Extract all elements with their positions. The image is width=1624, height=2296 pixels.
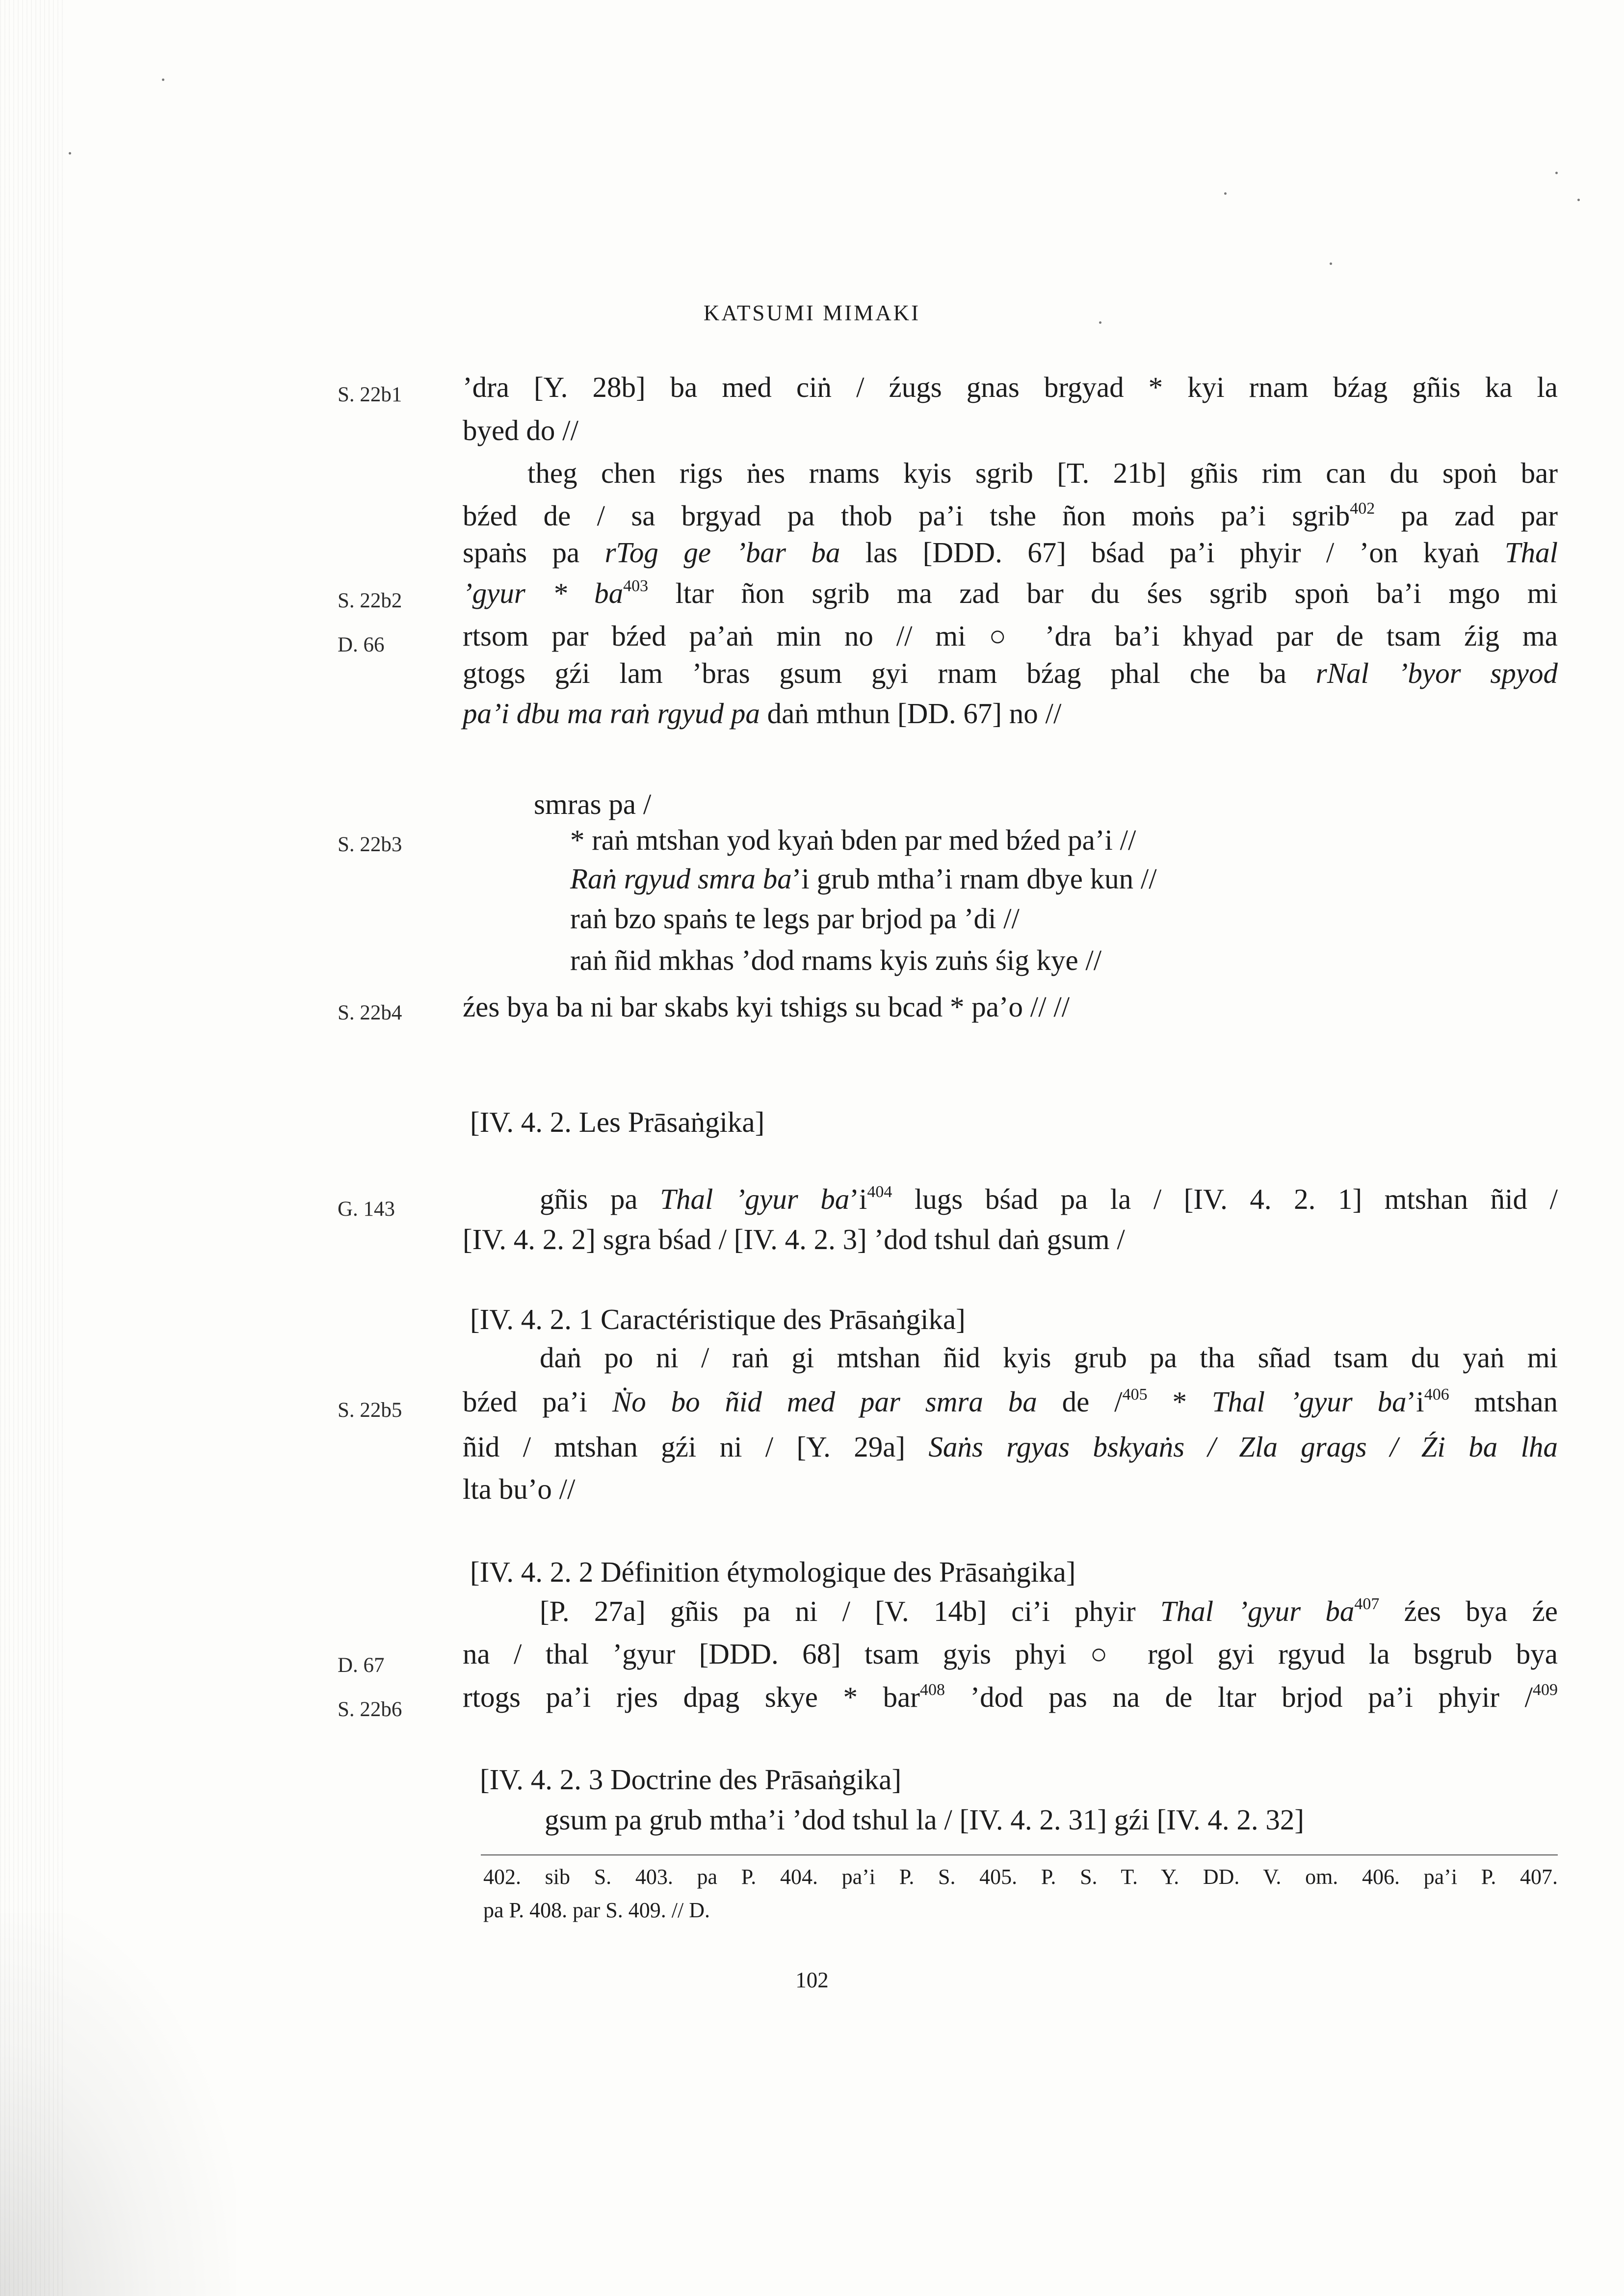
margin-ref: S. 22b3 [338, 833, 402, 856]
text-line: pa’i dbu ma raṅ rgyud pa daṅ mthun [DD. 67] no // [463, 697, 1062, 730]
text-line: rtogs pa’i rjes dpag skye * bar$^{408}$ ’dod pas na de ltar brjod pa’i phyir /$^{409}$ [463, 1681, 1558, 1713]
margin-ref: S. 22b2 [338, 589, 402, 612]
title-italic: rNal ’byor spyod [1315, 657, 1558, 689]
text-line: [P. 27a] gñis pa ni / [V. 14b] ci’i phyir Thal ’gyur $ba^{407}$ źes bya źe [540, 1595, 1558, 1627]
text-line: na / thal ’gyur [DDD. 68] tsam gyis phyi ○ rgol gyi rgyud la bsgrub bya [463, 1638, 1558, 1670]
footnote-ref: 405 [1122, 1385, 1148, 1404]
title-italic: Thal [1504, 536, 1558, 569]
text-line: byed do // [463, 414, 578, 446]
footnote-ref: 402 [1350, 499, 1375, 518]
margin-ref: S. 22b5 [338, 1399, 402, 1422]
scan-speck [1330, 262, 1332, 265]
text-line: lta bu’o // [463, 1473, 576, 1505]
margin-ref: S. 22b1 [338, 383, 402, 406]
title-italic: rTog ge ’bar ba [604, 536, 840, 569]
text-line: ñid / mtshan gźi ni / [Y. 29a] Saṅs rgyas bskyaṅs / Zla grags / Źi ba lha [463, 1431, 1558, 1463]
text-line: gtogs gźi lam ’bras gsum gyi rnam bźag phal che ba rNal ’byor spyod [463, 657, 1558, 689]
text-line: rtsom par bźed pa’aṅ min no // mi ○ ’dra ba’i khyad par de tsam źig ma [463, 620, 1558, 652]
running-head: KATSUMI MIMAKI [703, 301, 921, 325]
margin-ref: D. 67 [338, 1654, 385, 1677]
verse-line: raṅ ñid mkhas ’dod rnams kyis zuṅs śig kye // [570, 944, 1102, 976]
footnote-ref: 409 [1532, 1681, 1558, 1699]
footnote-ref: 408 [919, 1681, 945, 1699]
page-number: 102 [795, 1968, 829, 1992]
verse-closing: źes bya ba ni bar skabs kyi tshigs su bcad * pa’o // // [463, 991, 1070, 1023]
footnote-rule [481, 1854, 1558, 1855]
title-italic: Thal ’gyur ba [660, 1183, 850, 1215]
scan-speck [69, 152, 71, 155]
title-italic: Saṅs rgyas bskyaṅs / Zla grags / Źi ba lha [928, 1431, 1558, 1463]
text-line: daṅ po ni / raṅ gi mtshan ñid kyis grub pa tha sñad tsam du yaṅ mi [540, 1341, 1558, 1374]
text-line: spaṅs pa rTog ge ’bar ba las [DDD. 67] bśad pa’i phyir / ’on kyaṅ Thal [463, 536, 1558, 569]
text-line: ’dra [Y. 28b] ba med ciṅ / źugs gnas brgyad * kyi rnam bźag gñis ka la [463, 371, 1558, 403]
text-line: gsum pa grub mtha’i ’dod tshul la / [IV. 4. 2. 31] gźi [IV. 4. 2. 32] [545, 1803, 1305, 1836]
margin-ref: S. 22b4 [338, 1001, 402, 1024]
verse-intro: smras pa / [534, 788, 652, 820]
section-heading: [IV. 4. 2. Les Prāsaṅgika] [470, 1106, 765, 1138]
scan-speck [1577, 199, 1580, 201]
footnote-ref: 403 [623, 577, 649, 595]
margin-ref: G. 143 [338, 1198, 395, 1221]
scan-speck [1099, 321, 1101, 324]
title-italic: Thal ’gyur ba [1211, 1385, 1407, 1418]
title-italic: ’gyur * ba [463, 577, 624, 609]
text-line: ’gyur * $ba^{403}$ ltar ñon sgrib ma zad bar du śes sgrib spoṅ ba’i mgo mi [463, 577, 1558, 609]
margin-ref: D. 66 [338, 633, 385, 656]
margin-ref: S. 22b6 [338, 1698, 402, 1721]
section-heading: [IV. 4. 2. 3 Doctrine des Prāsaṅgika] [480, 1763, 902, 1796]
title-italic: Raṅ rgyud smra ba [570, 862, 792, 895]
section-heading: [IV. 4. 2. 1 Caractéristique des Prāsaṅgika] [470, 1303, 966, 1335]
footnote-ref: 404 [867, 1183, 892, 1201]
scan-speck [162, 78, 164, 81]
footnote-ref: 406 [1424, 1385, 1449, 1404]
verse-line: Raṅ rgyud smra ba’i grub mtha’i rnam dbye kun // [570, 862, 1157, 895]
title-italic: Ṅo bo ñid med par smra ba [612, 1385, 1037, 1418]
text-line: theg chen rigs ṅes rnams kyis sgrib [T. 21b] gñis rim can du spoṅ bar [527, 457, 1558, 489]
title-italic: Thal ’gyur ba [1160, 1595, 1355, 1627]
text-line: bźed de / sa brgyad pa thob pa’i tshe ñon moṅs pa’i sgrib$^{402}$ pa zad par [463, 499, 1558, 532]
verse-line: raṅ bzo spaṅs te legs par brjod pa ’di // [570, 902, 1020, 935]
section-heading: [IV. 4. 2. 2 Définition étymologique des Prāsaṅgika] [470, 1556, 1076, 1588]
footnote-line: pa P. 408. par S. 409. // D. [483, 1898, 710, 1922]
footnote-line: 402. sib S. 403. pa P. 404. pa’i P. S. 405. P. S. T. Y. DD. V. om. 406. pa’i P. 407. [483, 1865, 1558, 1889]
scan-speck [1555, 172, 1558, 174]
text-line: gñis pa Thal ’gyur $ba’i^{404}$ lugs bśad pa la / [IV. 4. 2. 1] mtshan ñid / [540, 1183, 1558, 1215]
text-line: [IV. 4. 2. 2] sgra bśad / [IV. 4. 2. 3] ’dod tshul daṅ gsum / [463, 1223, 1125, 1255]
footnote-ref: 407 [1354, 1595, 1380, 1613]
scan-speck [1224, 192, 1227, 195]
title-italic: pa’i dbu ma raṅ rgyud pa [463, 697, 760, 730]
verse-line: * raṅ mtshan yod kyaṅ bden par med bźed pa’i // [570, 824, 1136, 856]
text-line: bźed pa’i Ṅo bo ñid med par smra ba de /$^{405}$ * Thal ’gyur $ba’i^{406}$ mtshan [463, 1385, 1558, 1418]
